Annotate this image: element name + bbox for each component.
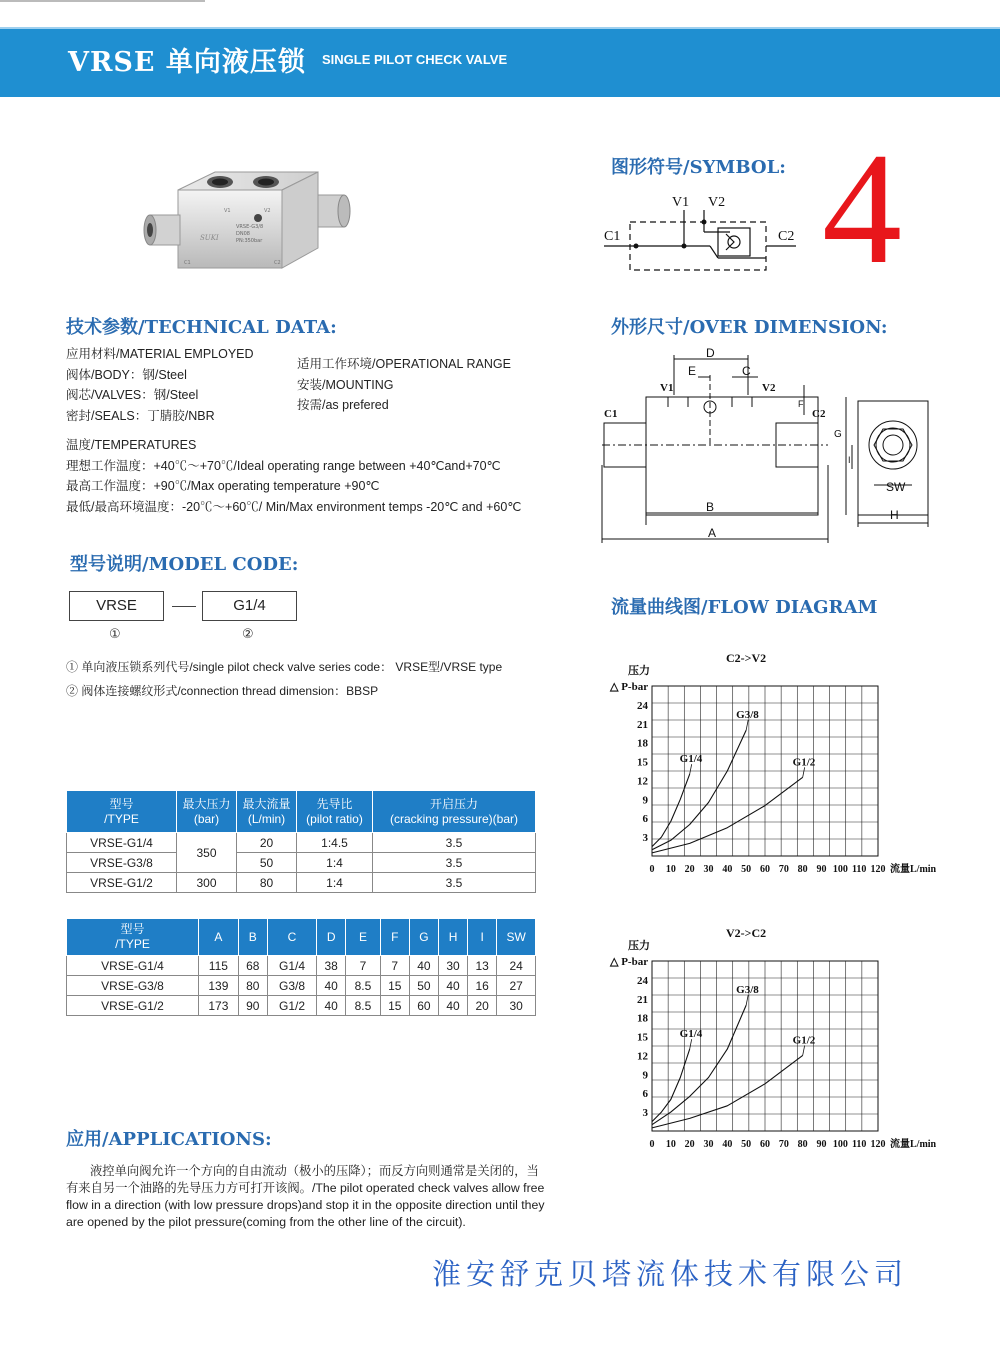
x-tick-label: 100 [832,864,848,875]
table-cell: 40 [438,996,467,1016]
y-tick-label: 21 [637,718,648,731]
x-tick-label: 60 [760,1139,770,1150]
y-tick-label: 21 [637,993,648,1006]
spec-line: 适用工作环境/OPERATIONAL RANGE [297,357,511,371]
spec-line: 密封/SEALS：丁腈胶/NBR [66,408,215,423]
model-code-dash [172,606,196,607]
table-cell: 20 [468,996,497,1016]
series-label: G1/2 [792,756,816,769]
photo-port-v1: V1 [224,208,231,214]
dim-sw: SW [886,480,906,494]
table-cell: 13 [468,956,497,976]
table-row [67,833,536,853]
table-cell: 27 [497,976,536,996]
table-cell: 24 [497,956,536,976]
series-label: G1/4 [679,1028,703,1041]
table-cell: 1:4.5 [297,833,373,853]
symbol-title: 图形符号/SYMBOL: [611,157,786,178]
table-cell: 115 [199,956,239,976]
spec-line: 最低/最高环境温度：-20℃～+60℃/ Min/Max environment temps -20℃ and +60℃ [66,499,522,514]
performance-table [66,790,536,893]
table-cell: 80 [238,976,267,996]
dim-g: G [834,429,842,440]
x-tick-label: 70 [778,864,789,875]
table-cell: 3.5 [373,833,536,853]
table-cell: 15 [380,996,409,1016]
table-cell: 8.5 [346,996,380,1016]
page-subtitle: SINGLE PILOT CHECK VALVE [322,52,508,67]
spec-line: 最高工作温度：+90℃/Max operating temperature +90℃ [66,479,380,493]
table2-header: SW [497,919,536,956]
table-cell: 350 [177,833,237,873]
series-line-G3-8 [652,730,746,850]
table2-header: A [199,919,239,956]
company-name: 淮安舒克贝塔流体技术有限公司 [432,1257,909,1291]
table2-header: D [317,919,346,956]
table-cell: G1/2 [267,996,316,1016]
table2-header: E [346,919,380,956]
y-tick-label: 9 [642,1069,648,1082]
photo-port-c1: C1 [184,260,191,266]
table-cell: 60 [409,996,438,1016]
chart-title: C2->V2 [726,651,767,665]
spec-line: 阀体/BODY：钢/Steel [66,367,187,382]
table-cell: 3.5 [373,873,536,893]
x-tick-label: 30 [703,1139,714,1150]
model-code-notes [66,655,502,703]
x-tick-label: 110 [851,864,867,875]
y-tick-label: 24 [637,974,648,987]
x-tick-label: 80 [797,1139,808,1150]
photo-port-c2: C2 [274,260,281,266]
model-code-note: ① 单向液压锁系列代号/single pilot check valve series code： VRSE型/VRSE type [66,660,503,674]
table-cell: 16 [468,976,497,996]
y-tick-label: 18 [637,1012,648,1025]
table-cell: 1:4 [297,853,373,873]
x-tick-label: 30 [703,864,714,875]
x-tick-label: 10 [665,864,676,875]
table-cell: 1:4 [297,873,373,893]
x-tick-label: 10 [665,1139,676,1150]
series-leader [746,995,748,1005]
flow-title: 流量曲线图/FLOW DIAGRAM [611,597,878,618]
dimension-table [66,918,536,1016]
model-code-title: 型号说明/MODEL CODE: [70,554,299,575]
page-number: 4 [822,119,902,297]
spec-line: 温度/TEMPERATURES [66,438,197,452]
dim-d: D [706,346,715,360]
table-cell: 300 [177,873,237,893]
table-cell: VRSE-G1/2 [67,996,199,1016]
dim-b: B [706,500,715,514]
y-tick-label: 12 [637,1050,648,1063]
table-cell: G3/8 [267,976,316,996]
dim-c: C [742,364,751,378]
table1-header: 最大压力 (bar) [177,791,237,833]
model-code-thread-box: G1/4 [202,591,297,621]
table-cell: VRSE-G1/2 [67,873,177,893]
table-cell: VRSE-G1/4 [67,833,177,853]
table-cell: 50 [409,976,438,996]
y-tick-label: 6 [642,813,648,826]
body-marking-1: VRSE-G3/8 [236,224,264,230]
dimension-drawing [598,345,943,545]
x-tick-label: 60 [760,864,770,875]
symbol-c1: C1 [604,229,621,244]
y-tick-label: 15 [637,756,648,769]
table-cell: G1/4 [267,956,316,976]
model-code-note: ② 阀体连接螺纹形式/connection thread dimension：BBSP [66,684,379,698]
table-cell: 40 [409,956,438,976]
table2-header: B [238,919,267,956]
dim-f: F [798,399,804,409]
x-axis-label: 流量L/min [890,1139,937,1150]
table-cell: 40 [317,976,346,996]
table2-header: H [438,919,467,956]
top-rule [0,0,205,2]
table-cell: 80 [237,873,297,893]
dimension-title: 外形尺寸/OVER DIMENSION: [611,317,888,338]
table-row [67,873,536,893]
dim-a: A [708,526,717,540]
spec-line: 应用材料/MATERIAL EMPLOYED [66,347,254,361]
table-row [67,853,536,873]
x-tick-label: 20 [684,1139,695,1150]
x-axis-label: 流量L/min [890,864,937,875]
table-cell: 90 [238,996,267,1016]
table1-header: 最大流量 (L/min) [237,791,297,833]
y-tick-label: 12 [637,775,648,788]
page-title: VRSE 单向液压锁 [68,47,306,78]
series-leader [690,764,692,774]
x-tick-label: 90 [816,1139,827,1150]
symbol-c2: C2 [778,229,795,244]
y-axis-label-unit: △ P-bar [610,681,649,693]
table-cell: VRSE-G1/4 [67,956,199,976]
y-tick-label: 24 [637,699,648,712]
y-tick-label: 3 [642,832,648,845]
applications-title: 应用/APPLICATIONS: [66,1129,272,1150]
y-axis-label: 压力 [628,665,650,677]
y-tick-label: 3 [642,1107,648,1120]
logo-mark: SUKI [200,234,219,242]
table1-header: 先导比 (pilot ratio) [297,791,373,833]
body-marking-3: PN:350bar [236,238,263,244]
x-tick-label: 40 [722,864,733,875]
materials-block [66,344,254,426]
technical-title: 技术参数/TECHNICAL DATA: [66,317,337,338]
photo-port-v2: V2 [264,208,271,214]
x-tick-label: 100 [832,1139,848,1150]
series-label: G1/2 [792,1034,816,1047]
x-tick-label: 90 [816,864,827,875]
y-tick-label: 15 [637,1031,648,1044]
body-marking-2: DN08 [236,231,250,237]
dim-c1: C1 [604,408,618,420]
table2-header: 型号 /TYPE [67,919,199,956]
table-row [67,976,536,996]
table-cell: 139 [199,976,239,996]
model-code-series-box: VRSE [69,591,164,621]
table2-header: G [409,919,438,956]
table-cell: VRSE-G3/8 [67,976,199,996]
table2-header: C [267,919,316,956]
x-tick-label: 70 [778,1139,789,1150]
table-cell: 30 [497,996,536,1016]
x-tick-label: 0 [649,1139,655,1150]
table-cell: 7 [346,956,380,976]
x-tick-label: 0 [649,864,655,875]
table-cell: VRSE-G3/8 [67,853,177,873]
y-tick-label: 9 [642,794,648,807]
series-label: G1/4 [679,753,703,766]
flow-chart-v2-c2 [600,915,960,1155]
x-tick-label: 120 [870,1139,886,1150]
series-label: G3/8 [736,709,759,722]
model-code-marker-1: ① [109,627,121,642]
series-leader [746,720,748,730]
x-tick-label: 20 [684,864,695,875]
dim-i: I [848,455,851,465]
spec-line: 安装/MOUNTING [297,377,394,392]
flow-chart-c2-v2 [600,640,960,880]
spec-line: 阀芯/VALVES：钢/Steel [66,388,199,402]
dim-c2: C2 [812,408,826,420]
table-cell: 68 [238,956,267,976]
table-cell: 20 [237,833,297,853]
y-tick-label: 18 [637,737,648,750]
spec-line: 理想工作温度：+40℃～+70℃/Ideal operating range between +40℃and+70℃ [66,458,501,473]
table-cell: 50 [237,853,297,873]
series-leader [803,767,805,777]
table-row [67,956,536,976]
x-tick-label: 120 [870,864,886,875]
table-cell: 7 [380,956,409,976]
table-cell: 38 [317,956,346,976]
dim-h: H [890,508,899,522]
x-tick-label: 40 [722,1139,733,1150]
temperatures-block [66,435,521,517]
x-tick-label: 50 [741,864,752,875]
series-line-G1-2 [652,777,803,853]
series-label: G3/8 [736,984,759,997]
operational-block [297,354,511,416]
y-axis-label-unit: △ P-bar [610,956,649,968]
series-line-G3-8 [652,1005,746,1125]
symbol-v2: V2 [708,195,726,210]
table-cell: 8.5 [346,976,380,996]
chart-title: V2->C2 [726,926,767,940]
product-photo [140,160,360,290]
table-cell: 3.5 [373,853,536,873]
x-tick-label: 80 [797,864,808,875]
dim-v2: V2 [762,382,776,394]
model-code-marker-2: ② [242,627,254,642]
applications-text: 液控单向阀允许一个方向的自由流动（极小的压降）；而反方向则通常是关闭的，当有来自另一个油路的先导压力方可打开该阀。/The pilot operated check valves allow free flow in a direction (with low pressure drops)and stop it in the opposite direction until they are opened by the pilot pressure(coming from the other line of the circuit). [66,1164,545,1229]
spec-line: 按需/as prefered [297,398,389,412]
y-tick-label: 6 [642,1088,648,1101]
series-leader [690,1039,692,1049]
symbol-v1: V1 [672,195,690,210]
y-axis-label: 压力 [628,940,650,952]
table-cell: 15 [380,976,409,996]
table2-header: F [380,919,409,956]
x-tick-label: 50 [741,1139,752,1150]
table1-header: 开启压力 (cracking pressure)(bar) [373,791,536,833]
dim-e: E [688,364,697,378]
table2-header: I [468,919,497,956]
hydraulic-symbol [600,192,810,287]
dim-v1: V1 [660,382,674,394]
x-tick-label: 110 [851,1139,867,1150]
table-cell: 40 [317,996,346,1016]
table-cell: 40 [438,976,467,996]
table-cell: 30 [438,956,467,976]
table1-header: 型号 /TYPE [67,791,177,833]
table-cell: 173 [199,996,239,1016]
table-row [67,996,536,1016]
series-leader [803,1045,805,1055]
